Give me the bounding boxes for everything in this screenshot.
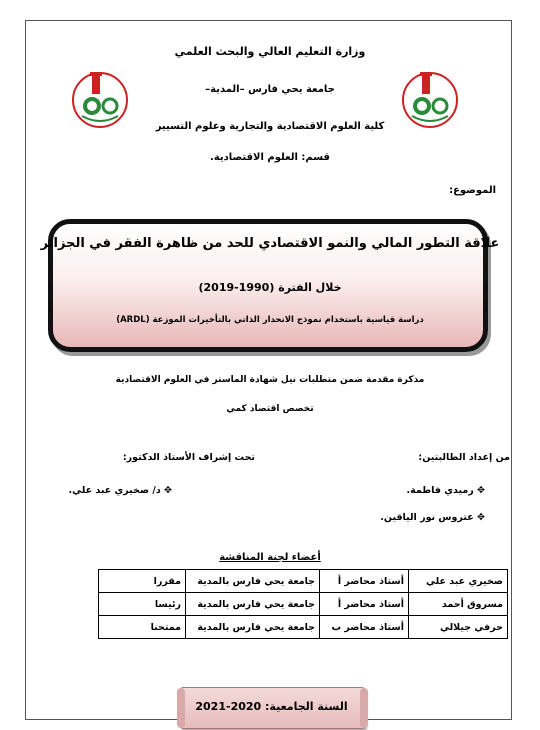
thesis-method: دراسة قياسية باستخدام نموذج الانحدار الذاتي بالتأخيرات الموزعة (ARDL) — [116, 315, 424, 325]
jury-member-rank: أستاذ محاضر ب — [320, 616, 409, 639]
university-logo-right — [400, 68, 460, 128]
memo-statement: مذكرة مقدمة ضمن متطلبات نيل شهادة الماستر في العلوم الاقتصادية — [115, 375, 425, 385]
table-row — [99, 570, 508, 593]
jury-member-name: حرفي جيلالي — [409, 616, 508, 639]
academic-year: السنة الجامعية: 2020-2021 — [195, 700, 348, 713]
jury-title: أعضاء لجنة المناقشة — [219, 552, 321, 563]
jury-member-university: جامعة يحي فارس بالمدية — [186, 570, 320, 593]
jury-member-name: صخيري عبد علي — [409, 570, 508, 593]
university-name: جامعة يحي فارس –المدية– — [205, 84, 335, 95]
jury-member-role: رئيسا — [99, 593, 186, 616]
table-row — [99, 616, 508, 639]
jury-member-rank: أستاذ محاضر أ — [320, 570, 409, 593]
student-1: ✥ رميدي فاطمة. — [406, 485, 485, 496]
faculty-name: كلية العلوم الاقتصادية والتجارية وعلوم التسيير — [155, 121, 385, 132]
supervisor-name: ✥ د/ صخيري عبد علي. — [68, 485, 172, 496]
jury-member-university: جامعة يحي فارس بالمدية — [186, 593, 320, 616]
jury-member-role: مقررا — [99, 570, 186, 593]
specialty-line: تخصص اقتصاد كمي — [226, 404, 314, 414]
students-label: من إعداد الطالبتين: — [418, 452, 510, 463]
supervisor-label: تحت إشراف الأستاذ الدكتور: — [122, 452, 255, 463]
student-2: ✥ عتروس نور الياقين. — [380, 512, 485, 523]
jury-member-university: جامعة يحي فارس بالمدية — [186, 616, 320, 639]
thesis-period: خلال الفترة (1990-2019) — [198, 281, 342, 294]
ministry-name: وزارة التعليم العالي والبحث العلمي — [174, 45, 366, 58]
bullet-icon: ✥ — [160, 485, 172, 496]
jury-member-name: مسروق أحمد — [409, 593, 508, 616]
university-logo-left — [70, 68, 130, 128]
subject-label: الموضوع: — [449, 185, 496, 196]
bullet-icon: ✥ — [473, 485, 485, 496]
bullet-icon: ✥ — [473, 512, 485, 523]
jury-table — [98, 569, 508, 639]
table-row — [99, 593, 508, 616]
jury-member-role: ممتحنا — [99, 616, 186, 639]
thesis-title: علاقة التطور المالي والنمو الاقتصادي للحد من ظاهرة الفقر في الجزائر — [40, 236, 500, 251]
department-name: قسم: العلوم الاقتصادية. — [210, 152, 330, 163]
jury-member-rank: أستاذ محاضر أ — [320, 593, 409, 616]
